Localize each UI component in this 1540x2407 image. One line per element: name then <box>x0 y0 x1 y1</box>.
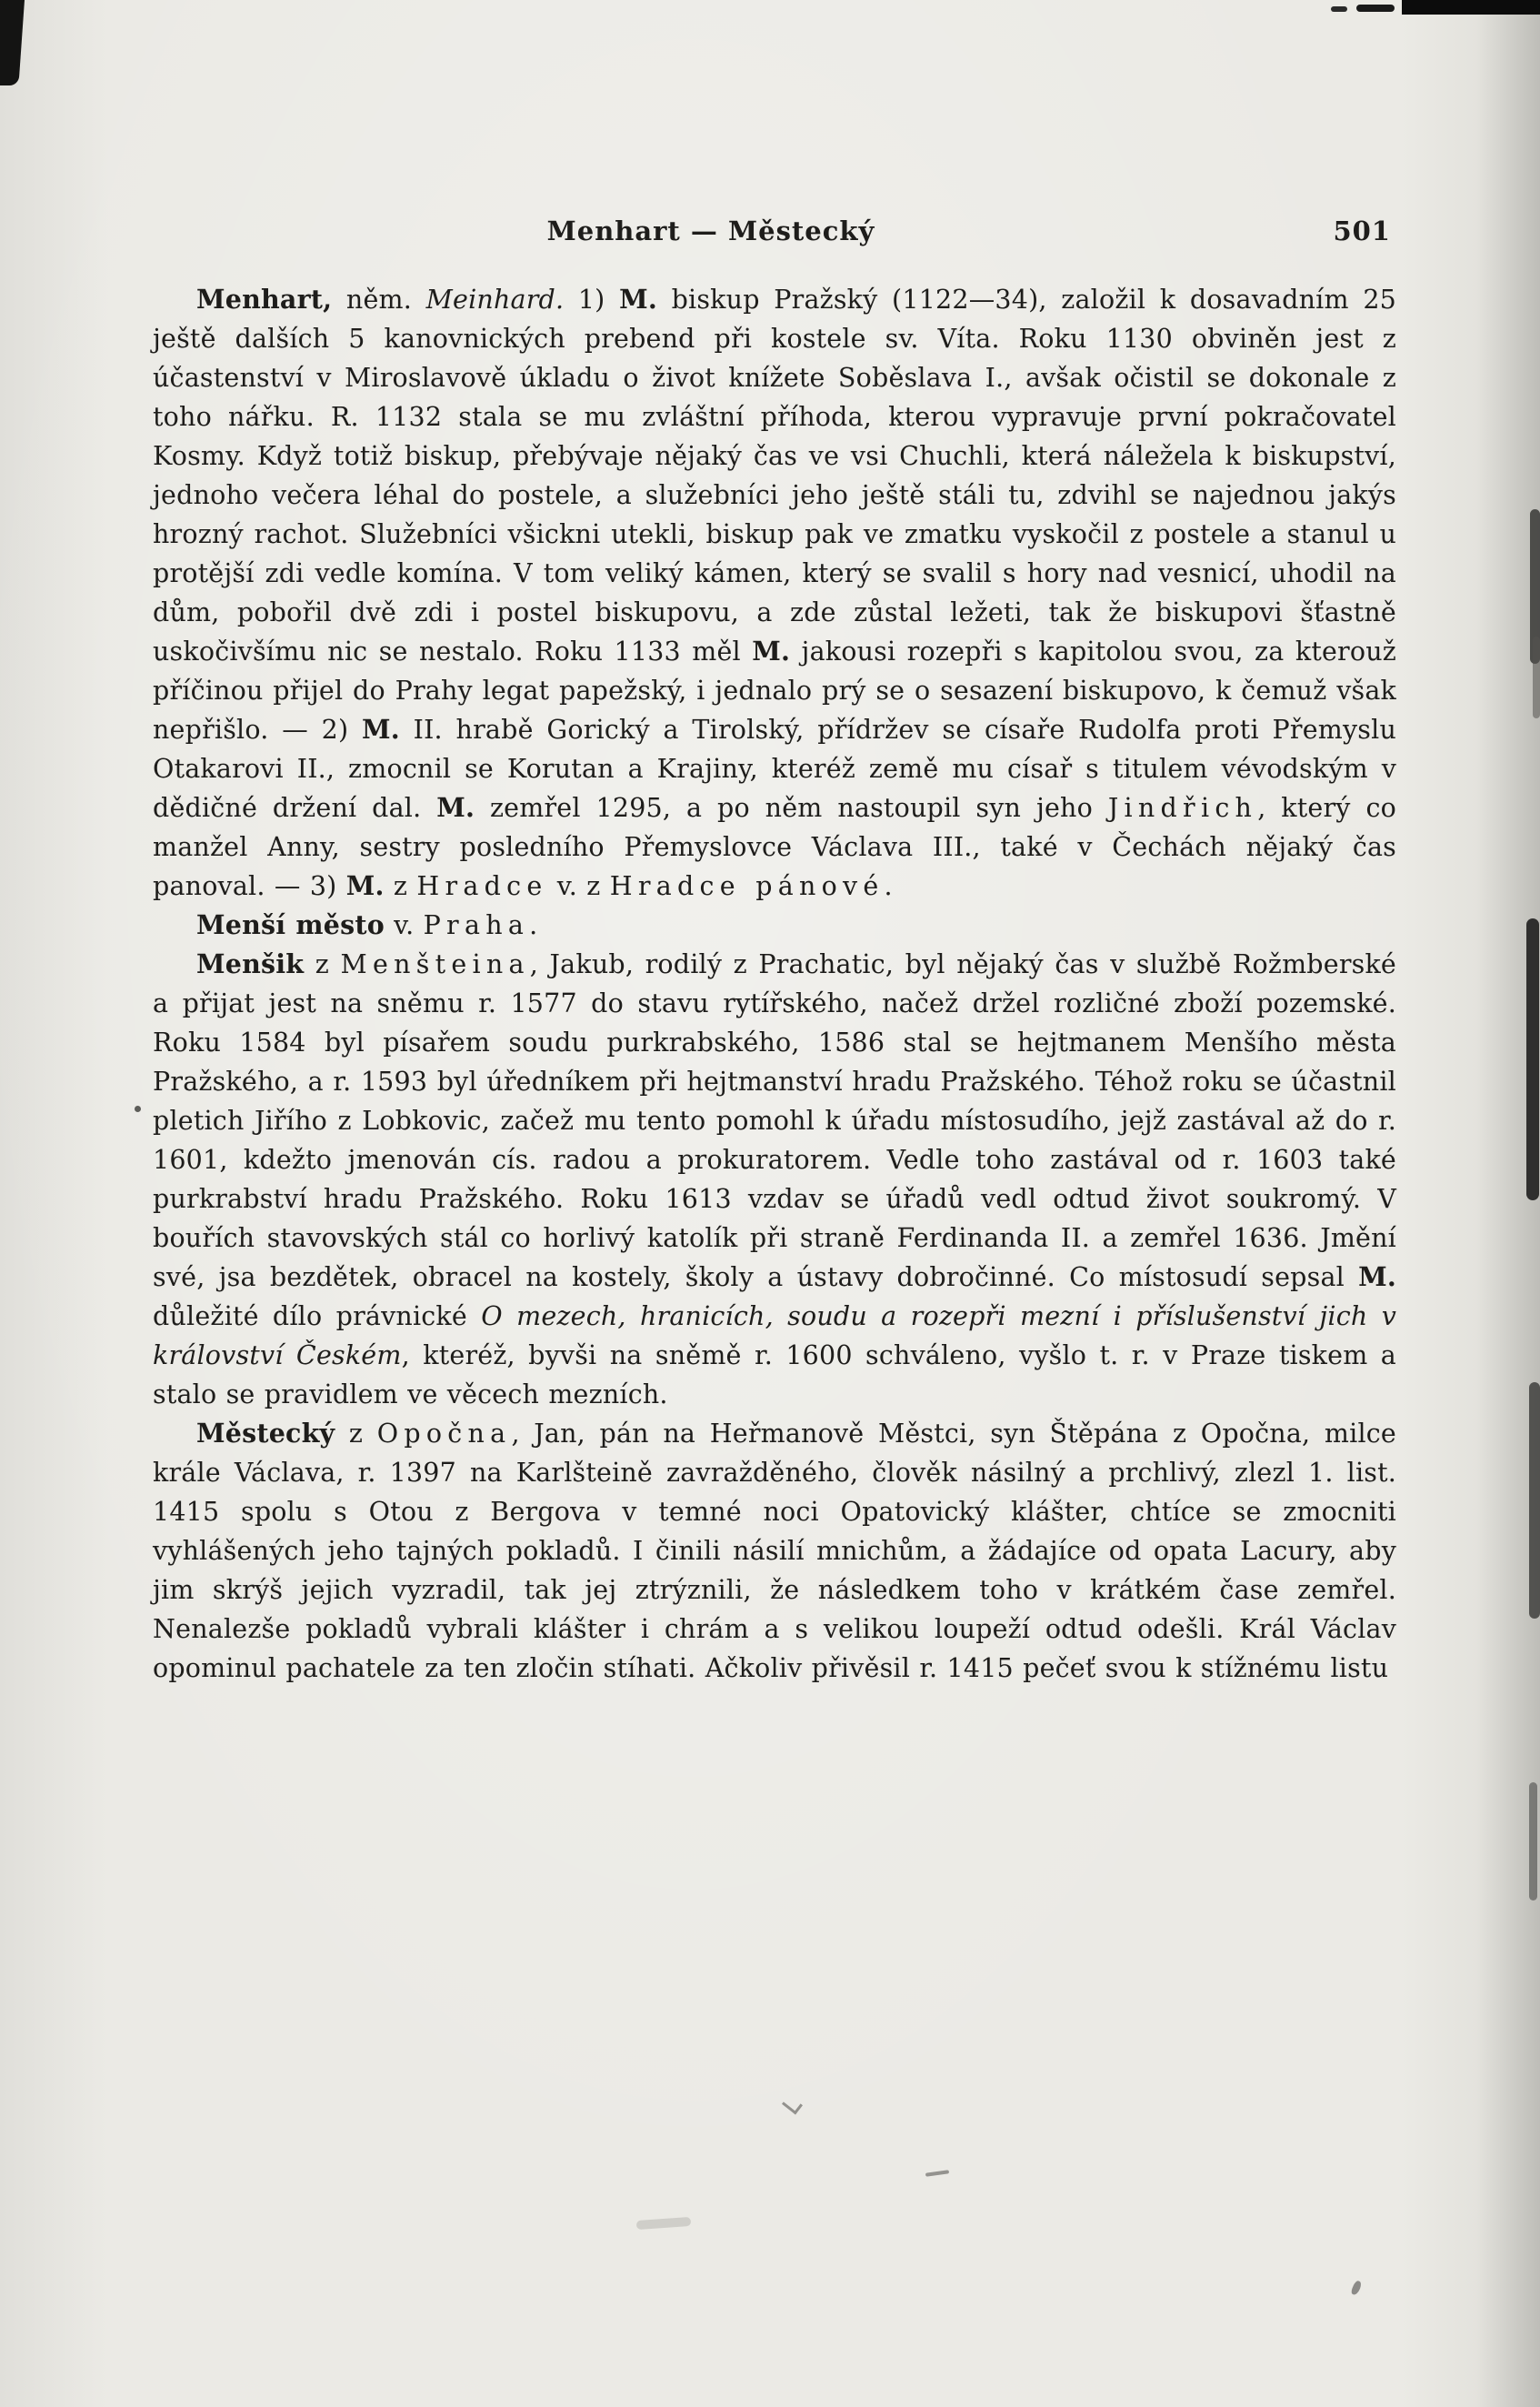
text-run: z <box>335 1419 377 1449</box>
scan-artifact-dash <box>1331 6 1347 12</box>
text-run: , Jan, pán na Heřmanově Městci, syn Štěpána z Opočna, milce krále Václava, r. 1397 na Karlšteině zavražděného, člověk násilný a prchlivý, zlezl 1. list. 1415 spolu s Otou z Bergova v temné noci Opatovický klášter, chtíce se zmocniti vyhlášených jeho tajných pokladů. I činili násilí mnichům, a žádajíce od opata Lacury, aby jim skrýš jejich vyzradil, tak jej ztrýznili, že následkem toho v krátkém čase zemřel. Nenalezše pokladů vybrali klášter i chrám a s velikou loupeží odtud odešli. Král Václav opominul pachatele za ten zločin stíhati. Ačkoliv přivěsil r. 1415 pečeť svou k stížnému listu <box>153 1419 1396 1683</box>
text-run: důležité dílo právnické <box>153 1301 482 1331</box>
scan-artifact-streak <box>1530 509 1540 664</box>
text-run: , kteréž, byvši na sněmě r. 1600 schváleno, vyšlo t. r. v Praze tiskem a stalo se pravidlem ve věcech mezních. <box>153 1340 1397 1409</box>
text-run: Menšteina <box>340 949 530 979</box>
text-run: M. <box>619 284 657 315</box>
text-run: M. <box>362 714 400 745</box>
text-run: Městecký <box>196 1418 335 1449</box>
text-run: Meinhard. <box>425 285 565 315</box>
paragraph <box>153 1414 1396 1688</box>
text-run: M. <box>752 636 791 667</box>
scan-artifact-streak <box>1533 637 1540 718</box>
text-run: z <box>304 949 341 979</box>
page-number: 501 <box>1333 216 1391 246</box>
text-block <box>153 280 1396 1688</box>
text-run: M. <box>345 870 385 901</box>
text-run: něm. <box>332 285 426 315</box>
ink-speck <box>135 1106 141 1112</box>
text-run: Hradce pánové <box>609 871 885 901</box>
text-run: M. <box>436 792 475 823</box>
text-run: O mezech, hranicích, soudu a rozepři mezní i příslušenství jich v království Českém <box>153 1301 1397 1370</box>
text-run: v. z <box>547 871 610 901</box>
running-title: Menhart — Městecký <box>546 216 875 246</box>
text-run: Hradce <box>416 871 548 901</box>
text-run: biskup Pražský (1122—34), založil k dosavadním 25 ještě dalších 5 kanovnických prebend při kostele sv. Víta. Roku 1130 obviněn jest z účastenství v Miroslavově úkladu o život knížete Soběslava I., avšak očistil se dokonale z toho nářku. R. 1132 stala se mu zvláštní příhoda, kterou vypravuje první pokračovatel Kosmy. Když totiž biskup, přebývaje nějaký čas ve vsi Chuchli, která náležela k biskupství, jednoho večera léhal do postele, a služebníci jeho ještě stáli tu, zdvihl se najednou jakýs hrozný rachot. Služebníci všickni utekli, biskup pak ve zmatku vyskočil z postele a stanul u protější zdi vedle komína. V tom veliký kámen, který se svalil s hory nad vesnicí, uhodil na dům, pobořil dvě zdi i postel biskupovu, a zde zůstal ležeti, tak že biskupovi šťastně uskočivšímu nic se nestalo. Roku 1133 měl <box>153 285 1397 667</box>
text-run: Menhart, <box>196 284 333 315</box>
scan-artifact-bar <box>1402 0 1540 15</box>
binding-shadow <box>1476 0 1540 2407</box>
scan-artifact-dash <box>1356 5 1395 12</box>
scan-artifact-streak <box>1526 918 1539 1200</box>
text-run: 1) <box>564 285 620 315</box>
ink-speck <box>1350 2280 1362 2296</box>
text-run: , který co manžel Anny, sestry posledního Přemyslovce Václava III., také v Čechách nějaký čas panoval. — 3) <box>153 793 1396 901</box>
paragraph <box>153 280 1396 906</box>
paragraph <box>153 945 1396 1414</box>
text-run: jakousi rozepři s kapitolou svou, za kterouž příčinou přijel do Prahy legat papežský, i jednalo prý se o sesazení biskupovo, k čemuž však nepřišlo. — 2) <box>153 637 1396 745</box>
scan-artifact-streak <box>1529 1382 1540 1619</box>
text-run: zemřel 1295, a po něm nastoupil syn jeho <box>475 793 1108 823</box>
text-run: v. <box>384 910 424 940</box>
text-run: , Jakub, rodilý z Prachatic, byl nějaký čas v službě Rožmberské a přijat jest na sněmu r. 1577 do stavu rytířského, načež držel rozličné zboží pozemské. Roku 1584 byl písařem soudu purkrabského, 1586 stal se hejtmanem Menšího města Pražského, a r. 1593 byl úředníkem při hejtmanství hradu Pražského. Téhož roku se účastnil pletich Jiřího z Lobkovic, začež mu tento pomohl k úřadu místosudího, jejž zastával až do r. 1601, kdežto jmenován cís. radou a prokuratorem. Vedle toho zastával od r. 1603 také purkrabství hradu Pražského. Roku 1613 vzdav se úřadů vedl odtud život soukromý. V bouřích stavovských stál co horlivý katolík při straně Ferdinanda II. a zemřel 1636. Jmění své, jsa bezdětek, obracel na kostely, školy a ústavy dobročinné. Co místosudí sepsal <box>153 949 1396 1292</box>
text-run: . <box>884 871 893 901</box>
page-header <box>153 211 1396 251</box>
scan-artifact-corner <box>0 0 25 85</box>
text-run: Menšik <box>196 948 305 979</box>
ink-speck <box>925 2170 949 2177</box>
scan-artifact-streak <box>1529 1782 1537 1901</box>
paragraph <box>153 906 1396 945</box>
text-run: Praha <box>423 910 530 940</box>
ink-speck <box>782 2095 803 2115</box>
text-run: Menší město <box>196 909 385 940</box>
text-run: Jindřich <box>1107 793 1258 823</box>
ink-speck <box>636 2217 692 2230</box>
text-run: Opočna <box>376 1419 512 1449</box>
text-run: M. <box>1358 1261 1396 1292</box>
text-run: II. hrabě Gorický a Tirolský, přídržev se císaře Rudolfa proti Přemyslu Otakarovi II., zmocnil se Korutan a Krajiny, kteréž země mu císař s titulem vévodským v dědičné držení dal. <box>153 715 1396 823</box>
text-run: . <box>529 910 538 940</box>
text-run: z <box>384 871 417 901</box>
